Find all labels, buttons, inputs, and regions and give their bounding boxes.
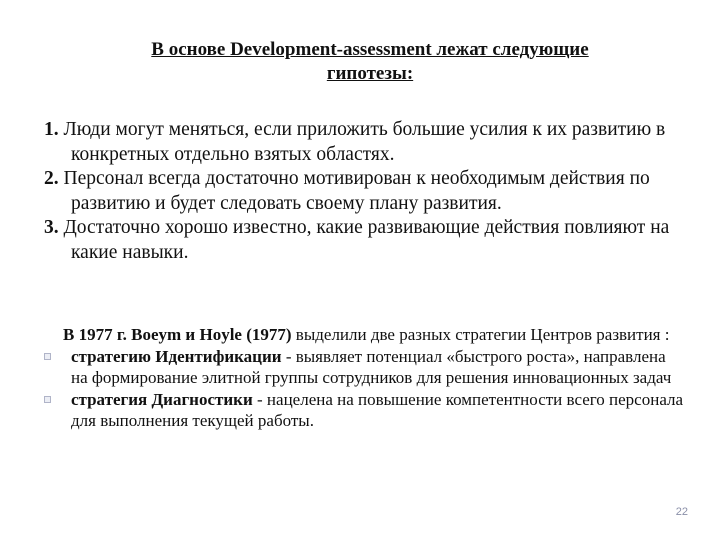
- strategies-intro: [44, 324, 684, 346]
- hypotheses-list: [44, 118, 684, 265]
- strategies-section: [44, 324, 684, 432]
- square-bullet-icon: [44, 396, 51, 403]
- hypothesis-2: [44, 167, 684, 216]
- hypothesis-text: Достаточно хорошо известно, какие развивающие действия повлияют на какие навыки.: [63, 217, 670, 263]
- strategy-description: - нацелена на повышение компетентности всего персонала для выполнения текущей работы.: [71, 389, 684, 430]
- hypothesis-3: [44, 216, 684, 265]
- strategy-name: стратегия Диагностики: [71, 389, 253, 409]
- slide-title: [110, 38, 630, 86]
- hypothesis-number: 1.: [44, 119, 59, 140]
- intro-text: выделили две разных стратегии Центров развития :: [295, 325, 670, 344]
- hypothesis-number: 3.: [44, 217, 59, 238]
- title-line-2: гипотезы:: [326, 63, 414, 84]
- strategy-name: стратегию Идентификации: [71, 346, 282, 366]
- hypothesis-number: 2.: [44, 168, 59, 189]
- strategy-diagnostics: [44, 389, 684, 432]
- hypothesis-text: Персонал всегда достаточно мотивирован к необходимым действия по развитию и будет следовать своему плану развития.: [63, 168, 650, 214]
- hypothesis-text: Люди могут меняться, если приложить большие усилия к их развитию в конкретных отдельно взятых областях.: [63, 119, 666, 165]
- strategy-description: - выявляет потенциал «быстрого роста», направлена на формирование элитной группы сотрудников для решения инновационных задач: [71, 346, 672, 387]
- square-bullet-icon: [44, 353, 51, 360]
- strategy-identification: [44, 346, 684, 389]
- page-number: 22: [675, 506, 688, 518]
- intro-authors: В 1977 г. Boeym и Hoyle (1977): [63, 325, 292, 344]
- title-line-1: В основе Development-assessment лежат следующие: [151, 39, 589, 60]
- hypothesis-1: [44, 118, 684, 167]
